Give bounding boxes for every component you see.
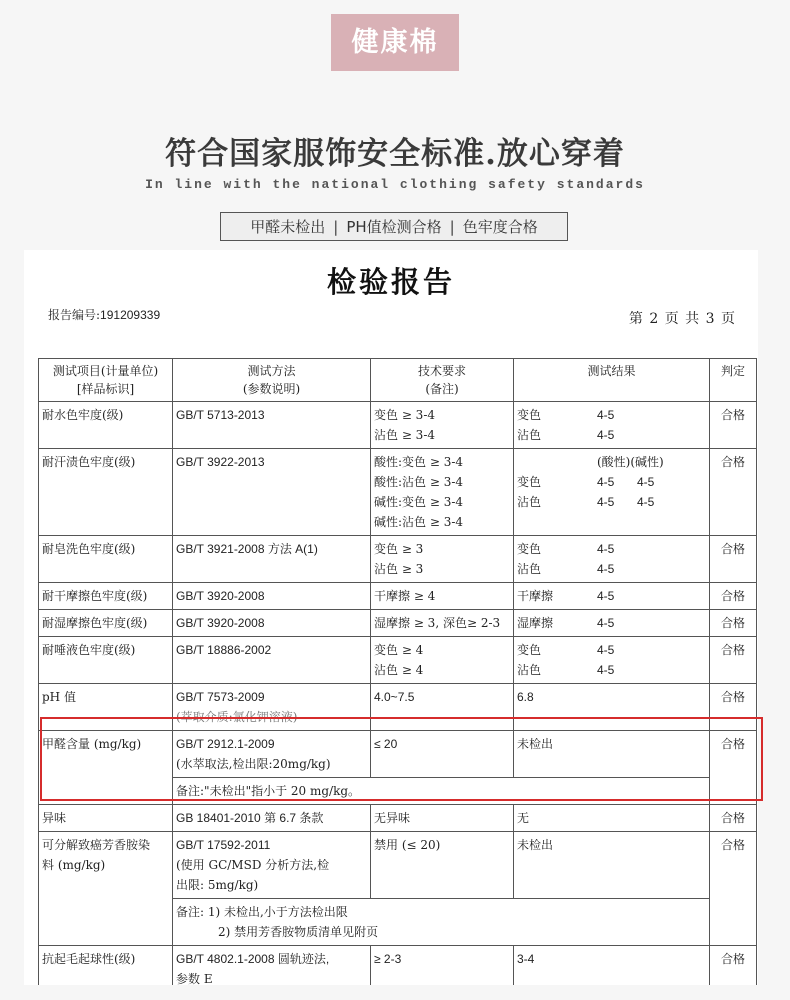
result-subheader: (酸性)(碱性) <box>597 455 664 469</box>
table-row <box>39 832 757 899</box>
header-method-line: (参数说明) <box>242 382 301 396</box>
result-label: 沾色 <box>517 428 542 442</box>
tag-separator: | <box>333 217 339 236</box>
cell-item: pH 值 <box>39 684 173 731</box>
cell-item: 耐汗渍色牢度(级) <box>39 449 173 536</box>
cell-item: 耐水色牢度(级) <box>39 402 173 449</box>
cell-item: 异味 <box>39 805 173 832</box>
req-line: 酸性:沾色 ≥ 3-4 <box>374 475 464 489</box>
req-line: 湿摩擦 ≥ 3, 深色≥ 2-3 <box>374 616 501 630</box>
req-line: 碱性:变色 ≥ 3-4 <box>374 495 464 509</box>
cell-verdict: 合格 <box>710 583 757 610</box>
cell-requirement <box>371 449 514 536</box>
report-number-value: 191209339 <box>100 308 161 322</box>
cell-item: 耐干摩擦色牢度(级) <box>39 583 173 610</box>
tag-color-fastness: 色牢度合格 <box>462 218 538 236</box>
method-line: GB/T 4802.1-2008 圆轨迹法, <box>176 952 330 966</box>
cell-requirement: ≤ 20 <box>371 731 514 778</box>
cell-note <box>173 899 710 946</box>
result-label: 沾色 <box>517 562 542 576</box>
cell-method: GB/T 5713-2013 <box>173 402 371 449</box>
result-label: 湿摩擦 <box>517 616 554 630</box>
result-label-spacer <box>517 452 597 472</box>
cell-method <box>173 832 371 899</box>
cell-result <box>514 536 710 583</box>
cell-note: 备注:"未检出"指小于 20 mg/kg。 <box>173 778 710 805</box>
cell-requirement <box>371 402 514 449</box>
result-value: 4-5 <box>597 663 615 677</box>
tag-formaldehyde: 甲醛未检出 <box>250 218 326 236</box>
header-item-line: 测试项目(计量单位) <box>52 364 159 378</box>
cell-result <box>514 583 710 610</box>
req-line: 干摩擦 ≥ 4 <box>374 589 436 603</box>
cell-method <box>173 946 371 986</box>
header-item-line: [样品标识] <box>76 382 135 396</box>
result-label: 干摩擦 <box>517 589 554 603</box>
inspection-report <box>24 250 758 985</box>
table-row <box>39 402 757 449</box>
headline: 符合国家服饰安全标准.放心穿着 <box>165 136 625 172</box>
cell-verdict: 合格 <box>710 402 757 449</box>
method-line: GB/T 7573-2009 <box>176 690 265 704</box>
header-verdict: 判定 <box>710 359 757 402</box>
cell-verdict: 合格 <box>710 946 757 986</box>
result-value-acid: 4-5 <box>597 495 615 509</box>
brand-badge: 健康棉 <box>331 14 459 71</box>
method-note: (萃取介质:氯化钾溶液) <box>176 710 298 724</box>
cell-result: 未检出 <box>514 832 710 899</box>
req-line: 沾色 ≥ 4 <box>374 663 424 677</box>
cell-result: 6.8 <box>514 684 710 731</box>
cell-method: GB/T 3920-2008 <box>173 610 371 637</box>
result-value: 4-5 <box>597 542 615 556</box>
table-row <box>39 684 757 731</box>
result-value: 4-5 <box>597 562 615 576</box>
subheadline: In line with the national clothing safety standards <box>145 177 645 192</box>
cell-item: 耐皂洗色牢度(级) <box>39 536 173 583</box>
method-line: GB/T 2912.1-2009 <box>176 737 275 751</box>
result-value: 4-5 <box>597 616 615 630</box>
report-number-label: 报告编号: <box>48 308 101 322</box>
result-value: 4-5 <box>597 408 615 422</box>
cell-item <box>39 832 173 946</box>
cell-requirement <box>371 637 514 684</box>
report-number <box>48 306 160 323</box>
item-line: 可分解致癌芳香胺染 <box>42 838 151 852</box>
header-method <box>173 359 371 402</box>
table-row-formaldehyde <box>39 731 757 778</box>
method-line: (使用 GC/MSD 分析方法,检 <box>176 858 330 872</box>
cell-item: 甲醛含量 (mg/kg) <box>39 731 173 805</box>
cell-method: GB 18401-2010 第 6.7 条款 <box>173 805 371 832</box>
req-line: 沾色 ≥ 3 <box>374 562 424 576</box>
method-line: GB/T 17592-2011 <box>176 838 271 852</box>
cell-result <box>514 610 710 637</box>
cell-requirement: ≥ 2-3 <box>371 946 514 986</box>
cell-result <box>514 637 710 684</box>
cell-requirement <box>371 610 514 637</box>
header-req-line: 技术要求 <box>417 364 466 378</box>
req-line: 碱性:沾色 ≥ 3-4 <box>374 515 464 529</box>
cell-requirement <box>371 583 514 610</box>
method-line: 出限: 5mg/kg) <box>176 878 259 892</box>
result-label: 沾色 <box>517 495 542 509</box>
report-title: 检验报告 <box>326 265 455 299</box>
method-line: (水萃取法,检出限:20mg/kg) <box>176 757 331 771</box>
header-method-line: 测试方法 <box>247 364 296 378</box>
result-label: 变色 <box>517 475 542 489</box>
cell-verdict: 合格 <box>710 637 757 684</box>
cell-method: GB/T 3922-2013 <box>173 449 371 536</box>
header-req-line: (备注) <box>425 382 459 396</box>
result-value-acid: 4-5 <box>597 475 615 489</box>
result-value: 4-5 <box>597 643 615 657</box>
table-row <box>39 637 757 684</box>
cell-result <box>514 402 710 449</box>
cell-item: 耐湿摩擦色牢度(级) <box>39 610 173 637</box>
cell-verdict: 合格 <box>710 684 757 731</box>
cell-method <box>173 731 371 778</box>
cell-method <box>173 684 371 731</box>
table-row <box>39 610 757 637</box>
cell-method: GB/T 3920-2008 <box>173 583 371 610</box>
result-value-alkaline: 4-5 <box>637 475 655 489</box>
result-label: 变色 <box>517 408 542 422</box>
header-item <box>39 359 173 402</box>
tag-separator: | <box>449 217 455 236</box>
header-requirement <box>371 359 514 402</box>
cell-verdict: 合格 <box>710 832 757 946</box>
cell-verdict: 合格 <box>710 610 757 637</box>
cell-method: GB/T 18886-2002 <box>173 637 371 684</box>
table-header <box>39 359 757 402</box>
cell-requirement: 无异味 <box>371 805 514 832</box>
result-label: 变色 <box>517 643 542 657</box>
table-row <box>39 583 757 610</box>
method-line: 参数 E <box>176 972 213 985</box>
table-row <box>39 449 757 536</box>
item-line: 料 (mg/kg) <box>42 858 106 872</box>
cell-requirement: 禁用 (≤ 20) <box>371 832 514 899</box>
req-line: 变色 ≥ 3 <box>374 542 424 556</box>
cell-result: 无 <box>514 805 710 832</box>
req-line: 变色 ≥ 4 <box>374 643 424 657</box>
result-label: 沾色 <box>517 663 542 677</box>
table-row <box>39 946 757 986</box>
result-value-alkaline: 4-5 <box>637 495 655 509</box>
req-line: 沾色 ≥ 3-4 <box>374 428 436 442</box>
table-row <box>39 536 757 583</box>
feature-tags <box>220 212 568 241</box>
header-result: 测试结果 <box>514 359 710 402</box>
cell-requirement <box>371 536 514 583</box>
cell-verdict: 合格 <box>710 731 757 805</box>
note-line: 2) 禁用芳香胺物质清单见附页 <box>218 925 379 939</box>
table-row <box>39 805 757 832</box>
tag-ph: PH值检测合格 <box>346 218 442 236</box>
cell-result: 3-4 <box>514 946 710 986</box>
req-line: 变色 ≥ 3-4 <box>374 408 436 422</box>
report-table <box>38 358 757 985</box>
result-value: 4-5 <box>597 589 615 603</box>
page-info: 第 2 页 共 3 页 <box>628 311 736 327</box>
cell-method: GB/T 3921-2008 方法 A(1) <box>173 536 371 583</box>
cell-result <box>514 449 710 536</box>
req-line: 酸性:变色 ≥ 3-4 <box>374 455 464 469</box>
note-line: 备注: 1) 未检出,小于方法检出限 <box>176 905 348 919</box>
cell-verdict: 合格 <box>710 536 757 583</box>
cell-verdict: 合格 <box>710 449 757 536</box>
result-value: 4-5 <box>597 428 615 442</box>
cell-verdict: 合格 <box>710 805 757 832</box>
cell-result: 未检出 <box>514 731 710 778</box>
cell-item: 抗起毛起球性(级) <box>39 946 173 986</box>
cell-requirement: 4.0~7.5 <box>371 684 514 731</box>
cell-item: 耐唾液色牢度(级) <box>39 637 173 684</box>
result-label: 变色 <box>517 542 542 556</box>
